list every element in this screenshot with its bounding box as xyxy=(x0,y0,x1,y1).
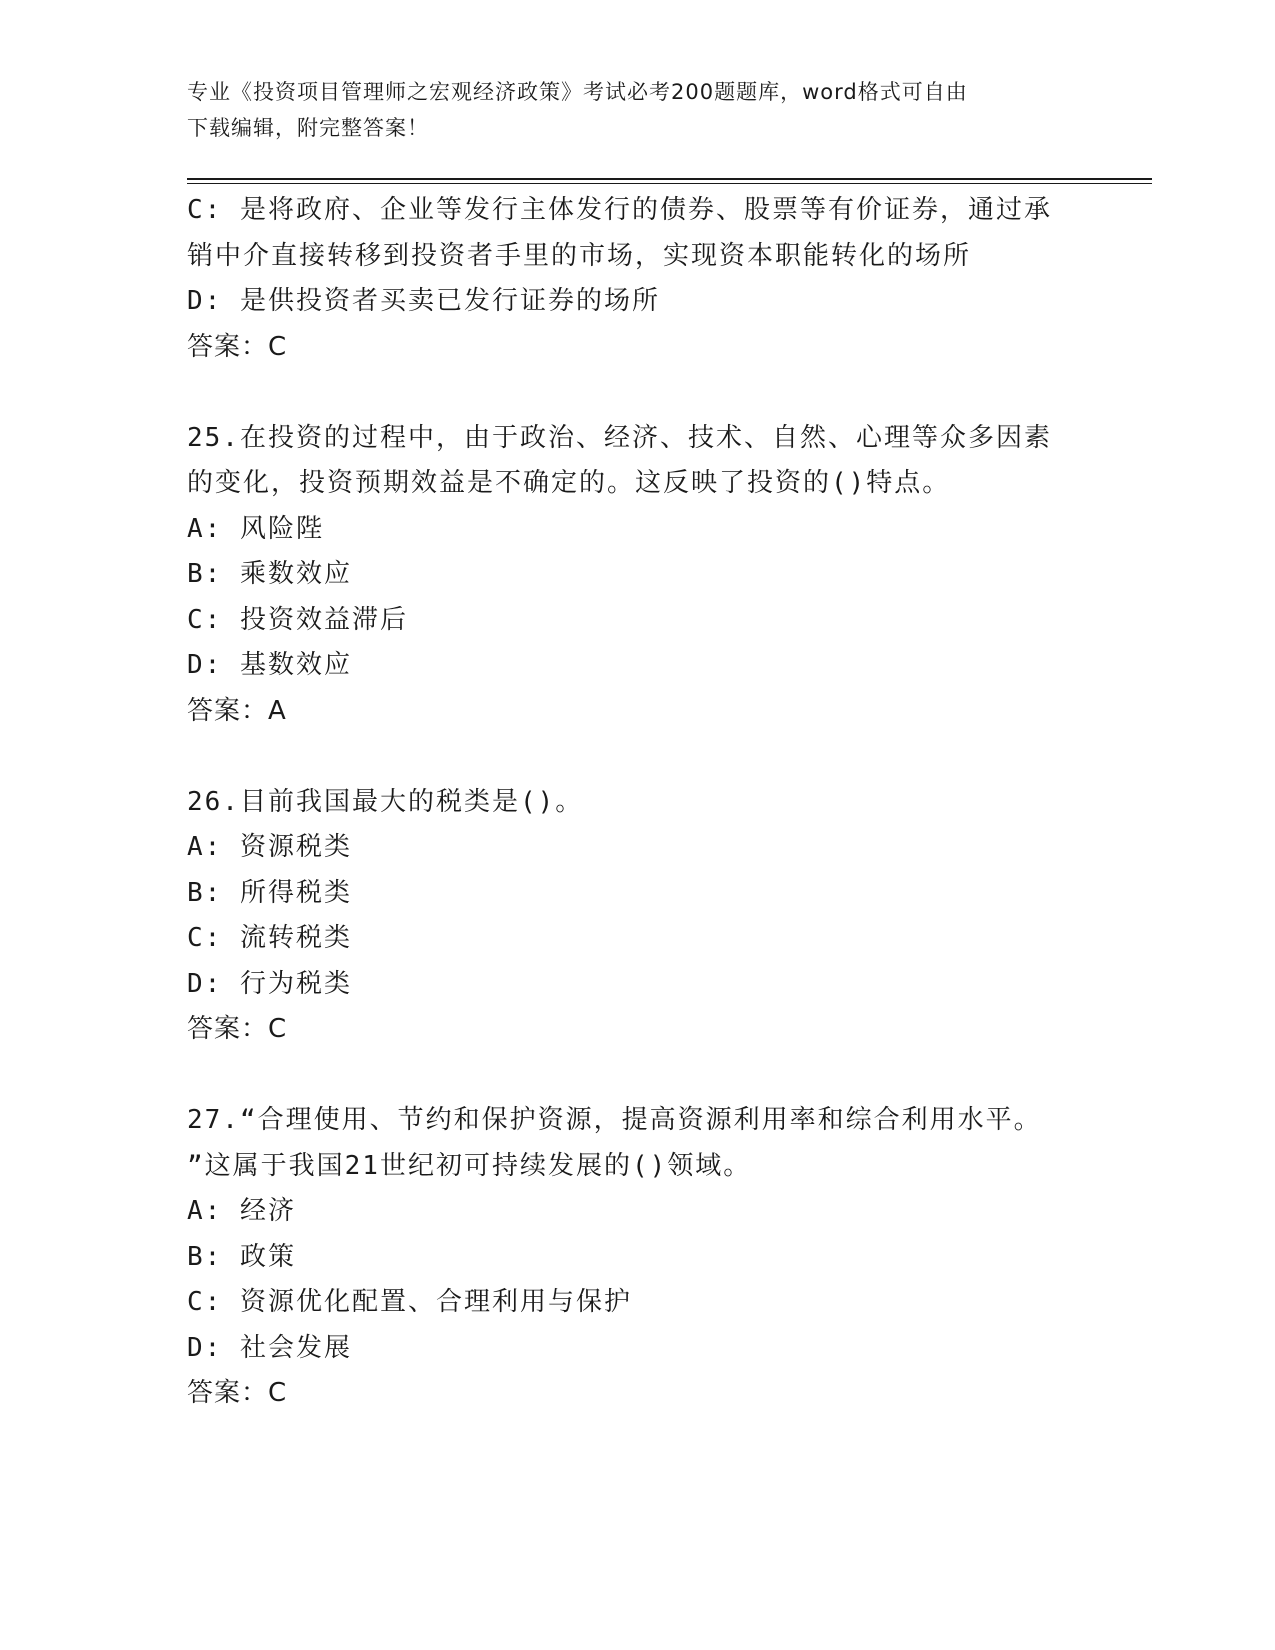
question-stem-line-1: 25.在投资的过程中，由于政治、经济、技术、自然、心理等众多因素 xyxy=(187,422,1052,453)
option-c: C: 资源优化配置、合理利用与保护 xyxy=(187,1287,632,1317)
question-stem-line-2: ”这属于我国21世纪初可持续发展的()领域。 xyxy=(187,1150,752,1181)
option-a: A: 经济 xyxy=(187,1196,296,1226)
option-c: C: 投资效益滞后 xyxy=(187,604,408,635)
option-b: B: 政策 xyxy=(187,1241,296,1272)
option-c-line-2: 销中介直接转移到投资者手里的市场，实现资本职能转化的场所 xyxy=(187,240,972,271)
answer: 答案：C xyxy=(187,1014,288,1044)
answer: 答案：C xyxy=(187,331,288,362)
answer: 答案：C xyxy=(187,1378,288,1408)
question-stem-line-1: 27.“合理使用、节约和保护资源，提高资源利用率和综合利用水平。 xyxy=(187,1105,1042,1135)
document-header xyxy=(187,74,1067,146)
question-list xyxy=(187,188,1087,1417)
question-24-tail xyxy=(187,188,1087,370)
spacer xyxy=(187,1053,1087,1099)
option-d: D: 社会发展 xyxy=(187,1332,352,1363)
option-d: D: 是供投资者买卖已发行证券的场所 xyxy=(187,286,660,316)
header-line-2: 下载编辑，附完整答案！ xyxy=(187,116,429,140)
option-d: D: 行为税类 xyxy=(187,968,352,999)
option-c: C: 流转税类 xyxy=(187,923,352,953)
spacer xyxy=(187,734,1087,780)
header-divider-bottom xyxy=(187,183,1152,184)
question-25 xyxy=(187,416,1087,735)
option-d: D: 基数效应 xyxy=(187,650,352,680)
option-c-line-1: C: 是将政府、企业等发行主体发行的债券、股票等有价证券，通过承 xyxy=(187,195,1052,225)
question-27 xyxy=(187,1098,1087,1417)
option-a: A: 资源税类 xyxy=(187,832,352,862)
spacer xyxy=(187,370,1087,416)
header-divider-top xyxy=(187,178,1152,180)
answer: 答案：A xyxy=(187,695,287,726)
option-a: A: 风险陛 xyxy=(187,513,324,544)
header-line-1: 专业《投资项目管理师之宏观经济政策》考试必考200题题库，word格式可自由 xyxy=(187,80,968,104)
option-b: B: 乘数效应 xyxy=(187,559,352,589)
option-b: B: 所得税类 xyxy=(187,877,352,908)
question-stem-line-2: 的变化，投资预期效益是不确定的。这反映了投资的()特点。 xyxy=(187,468,951,498)
question-stem-line-1: 26.目前我国最大的税类是()。 xyxy=(187,786,584,817)
question-26 xyxy=(187,780,1087,1053)
